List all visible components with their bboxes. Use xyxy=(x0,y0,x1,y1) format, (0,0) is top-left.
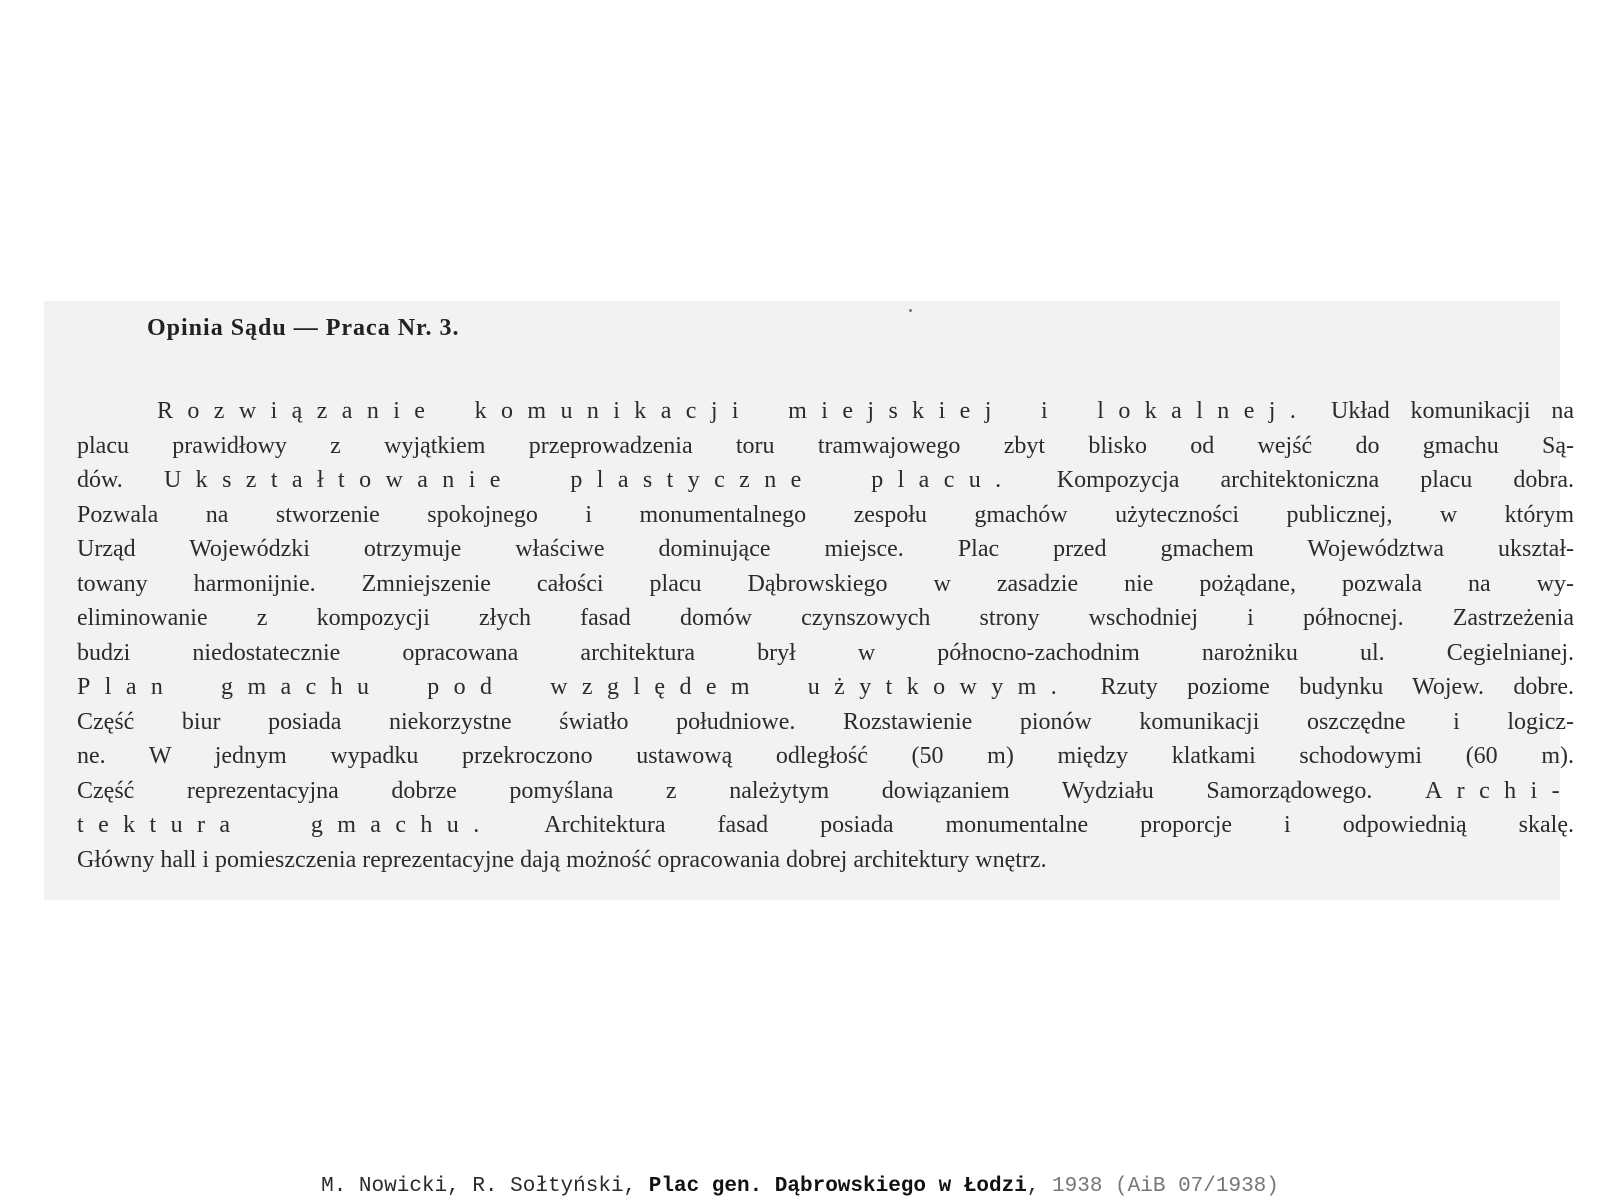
body-line: Plan gmachu pod względem użytkowym. Rzuty poziome budynku Wojew. dobre. xyxy=(77,674,1574,700)
body-line: Część reprezentacyjna dobrze pomyślana z należytym dowiązaniem Wydziału Samorządowego. Archi- xyxy=(77,777,1574,804)
spaced-subheading: Archi- xyxy=(1424,777,1574,804)
body-line: budzi niedostatecznie opracowana architektura brył w północno-zachodnim narożniku ul. Cegielnianej. xyxy=(77,639,1574,666)
body-line: Urząd Wojewódzki otrzymuje właściwe dominujące miejsce. Plac przed gmachem Województwa ukształ- xyxy=(77,536,1574,562)
spaced-subheading: Ukształtowanie plastyczne placu. xyxy=(163,467,1016,493)
body-line: tektura gmachu. Architektura fasad posiada monumentalne proporcje i odpowiednią skalę. xyxy=(77,812,1574,838)
body-line: Główny hall i pomieszczenia reprezentacyjne dają możność opracowania dobrej architektury wnętrz. xyxy=(77,846,1047,873)
scan-speck xyxy=(909,309,912,312)
body-line: Rozwiązanie komunikacji miejskiej i lokalnej. Układ komunikacji na xyxy=(157,398,1575,424)
body-line: ne. W jednym wypadku przekroczono ustawową odległość (50 m) między klatkami schodowymi (60 m). xyxy=(77,743,1574,769)
spaced-subheading: Plan gmachu pod względem użytkowym. xyxy=(77,674,1072,700)
body-line: placu prawidłowy z wyjątkiem przeprowadzenia toru tramwajowego zbyt blisko od wejść do gmachu Są- xyxy=(77,432,1574,459)
caption-separator: , xyxy=(1026,1175,1053,1198)
caption-authors: M. Nowicki, R. Sołtyński, xyxy=(321,1175,649,1198)
document-body xyxy=(77,394,1574,877)
scanned-text-block xyxy=(44,301,1575,900)
body-line: eliminowanie z kompozycji złych fasad domów czynszowych strony wschodniej i północnej. Zastrzeżenia xyxy=(77,605,1574,631)
caption-year-source: 1938 (AiB 07/1938) xyxy=(1052,1175,1279,1198)
body-line: Pozwala na stworzenie spokojnego i monumentalnego zespołu gmachów użyteczności publicznej, w którym xyxy=(77,501,1574,528)
caption-title: Plac gen. Dąbrowskiego w Łodzi xyxy=(648,1175,1027,1198)
body-line: dów. Ukształtowanie plastyczne placu. Kompozycja architektoniczna placu dobra. xyxy=(77,467,1575,493)
body-line: Część biur posiada niekorzystne światło południowe. Rozstawienie pionów komunikacji oszczędne i logicz- xyxy=(77,708,1574,735)
body-line: towany harmonijnie. Zmniejszenie całości placu Dąbrowskiego w zasadzie nie pożądane, pozwala na wy- xyxy=(77,570,1574,597)
document-heading: Opinia Sądu — Praca Nr. 3. xyxy=(147,315,460,341)
spaced-subheading: Rozwiązanie komunikacji miejskiej i lokalnej. xyxy=(157,398,1311,424)
spaced-subheading: tektura gmachu. xyxy=(77,812,494,838)
figure-caption xyxy=(0,1175,1600,1198)
